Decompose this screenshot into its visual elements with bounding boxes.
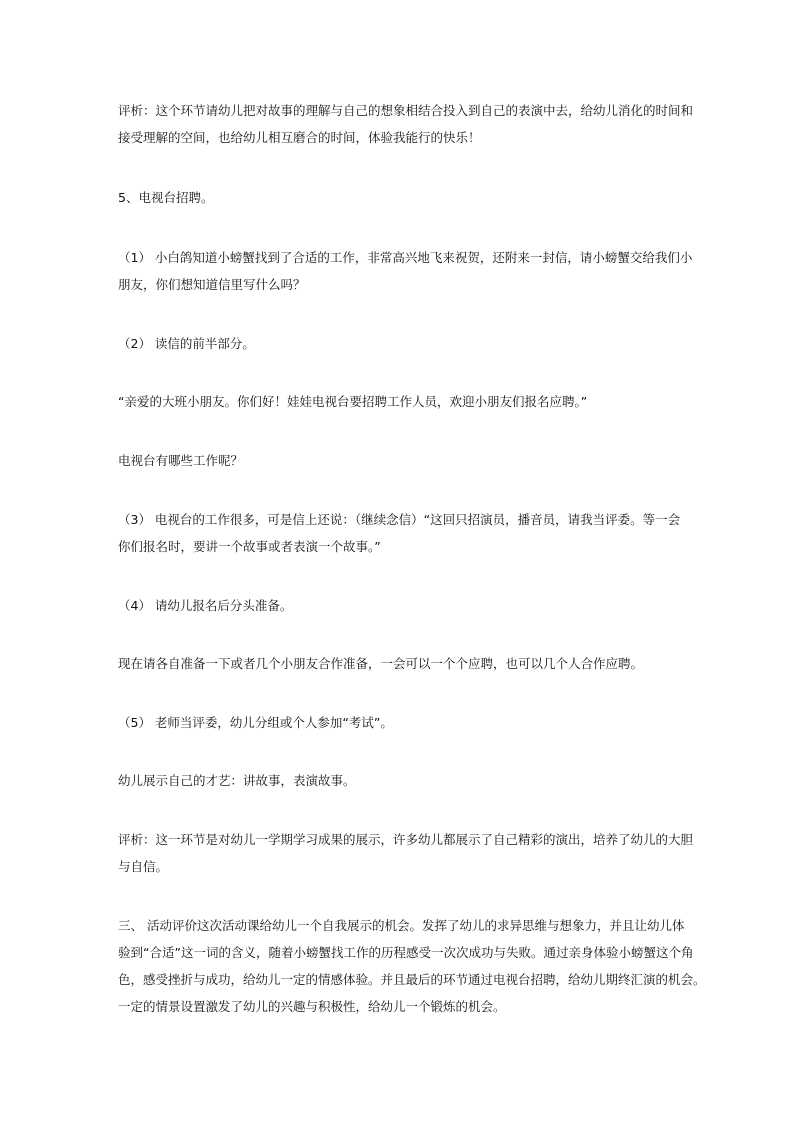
step-4-paragraph <box>118 592 678 619</box>
text-line: 验到“合适”这一词的含义，随着小螃蟹找工作的历程感受一次次成功与失败。通过亲身体验小螃蟹这个角 <box>118 945 694 960</box>
text-line: 三、 活动评价这次活动课给幼儿一个自我展示的机会。发挥了幼儿的求异思维与想象力，并且让幼儿体 <box>118 918 685 933</box>
step-5-paragraph <box>118 709 678 736</box>
text-line: 评析：这个环节请幼儿把对故事的理解与自己的想象相结合投入到自己的表演中去，给幼儿消化的时间和 <box>118 103 694 118</box>
text-line: 色，感受挫折与成功，给幼儿一定的情感体验。并且最后的环节通过电视台招聘，给幼儿期终汇演的机会。 <box>118 972 706 987</box>
text-line: （2） 读信的前半部分。 <box>118 336 255 351</box>
text-line: （3） 电视台的工作很多，可是信上还说：（继续念信）“这回只招演员，播音员，请我当评委。等一会 <box>118 512 681 527</box>
commentary-paragraph-1 <box>118 97 694 151</box>
text-line: 你们报名时，要讲一个故事或者表演一个故事。” <box>118 539 381 554</box>
question-paragraph <box>118 447 678 474</box>
text-line: 朋友，你们想知道信里写什么吗？ <box>118 277 306 292</box>
step-3-paragraph <box>118 506 681 560</box>
step-1-paragraph <box>118 244 693 298</box>
text-line: 与自信。 <box>118 859 169 874</box>
text-line: 接受理解的空间，也给幼儿相互磨合的时间，体验我能行的快乐！ <box>118 130 481 145</box>
text-line: 评析：这一环节是对幼儿一学期学习成果的展示，许多幼儿都展示了自己精彩的演出，培养了幼儿的大胆 <box>118 832 694 847</box>
commentary-paragraph-2 <box>118 826 694 880</box>
text-line: “亲爱的大班小朋友。你们好！娃娃电视台要招聘工作人员，欢迎小朋友们报名应聘。” <box>118 394 588 409</box>
letter-quote-paragraph <box>118 388 678 415</box>
text-line: （5） 老师当评委，幼儿分组或个人参加“考试”。 <box>118 715 393 730</box>
text-line: （4） 请幼儿报名后分头准备。 <box>118 598 293 613</box>
showcase-paragraph <box>118 767 678 794</box>
step-2-paragraph <box>118 330 678 357</box>
text-line: 5、电视台招聘。 <box>118 190 214 205</box>
text-line: 现在请各自准备一下或者几个小朋友合作准备，一会可以一个个应聘，也可以几个人合作应聘。 <box>118 656 644 671</box>
text-line: 一定的情景设置激发了幼儿的兴趣与积极性，给幼儿一个锻炼的机会。 <box>118 999 506 1014</box>
evaluation-paragraph <box>118 912 706 1020</box>
text-line: 电视台有哪些工作呢？ <box>118 453 244 468</box>
text-line: （1） 小白鸽知道小螃蟹找到了合适的工作，非常高兴地飞来祝贺，还附来一封信，请小螃蟹交给我们小 <box>118 250 693 265</box>
text-line: 幼儿展示自己的才艺：讲故事，表演故事。 <box>118 773 356 788</box>
section-heading <box>118 184 678 211</box>
preparation-paragraph <box>118 650 678 677</box>
